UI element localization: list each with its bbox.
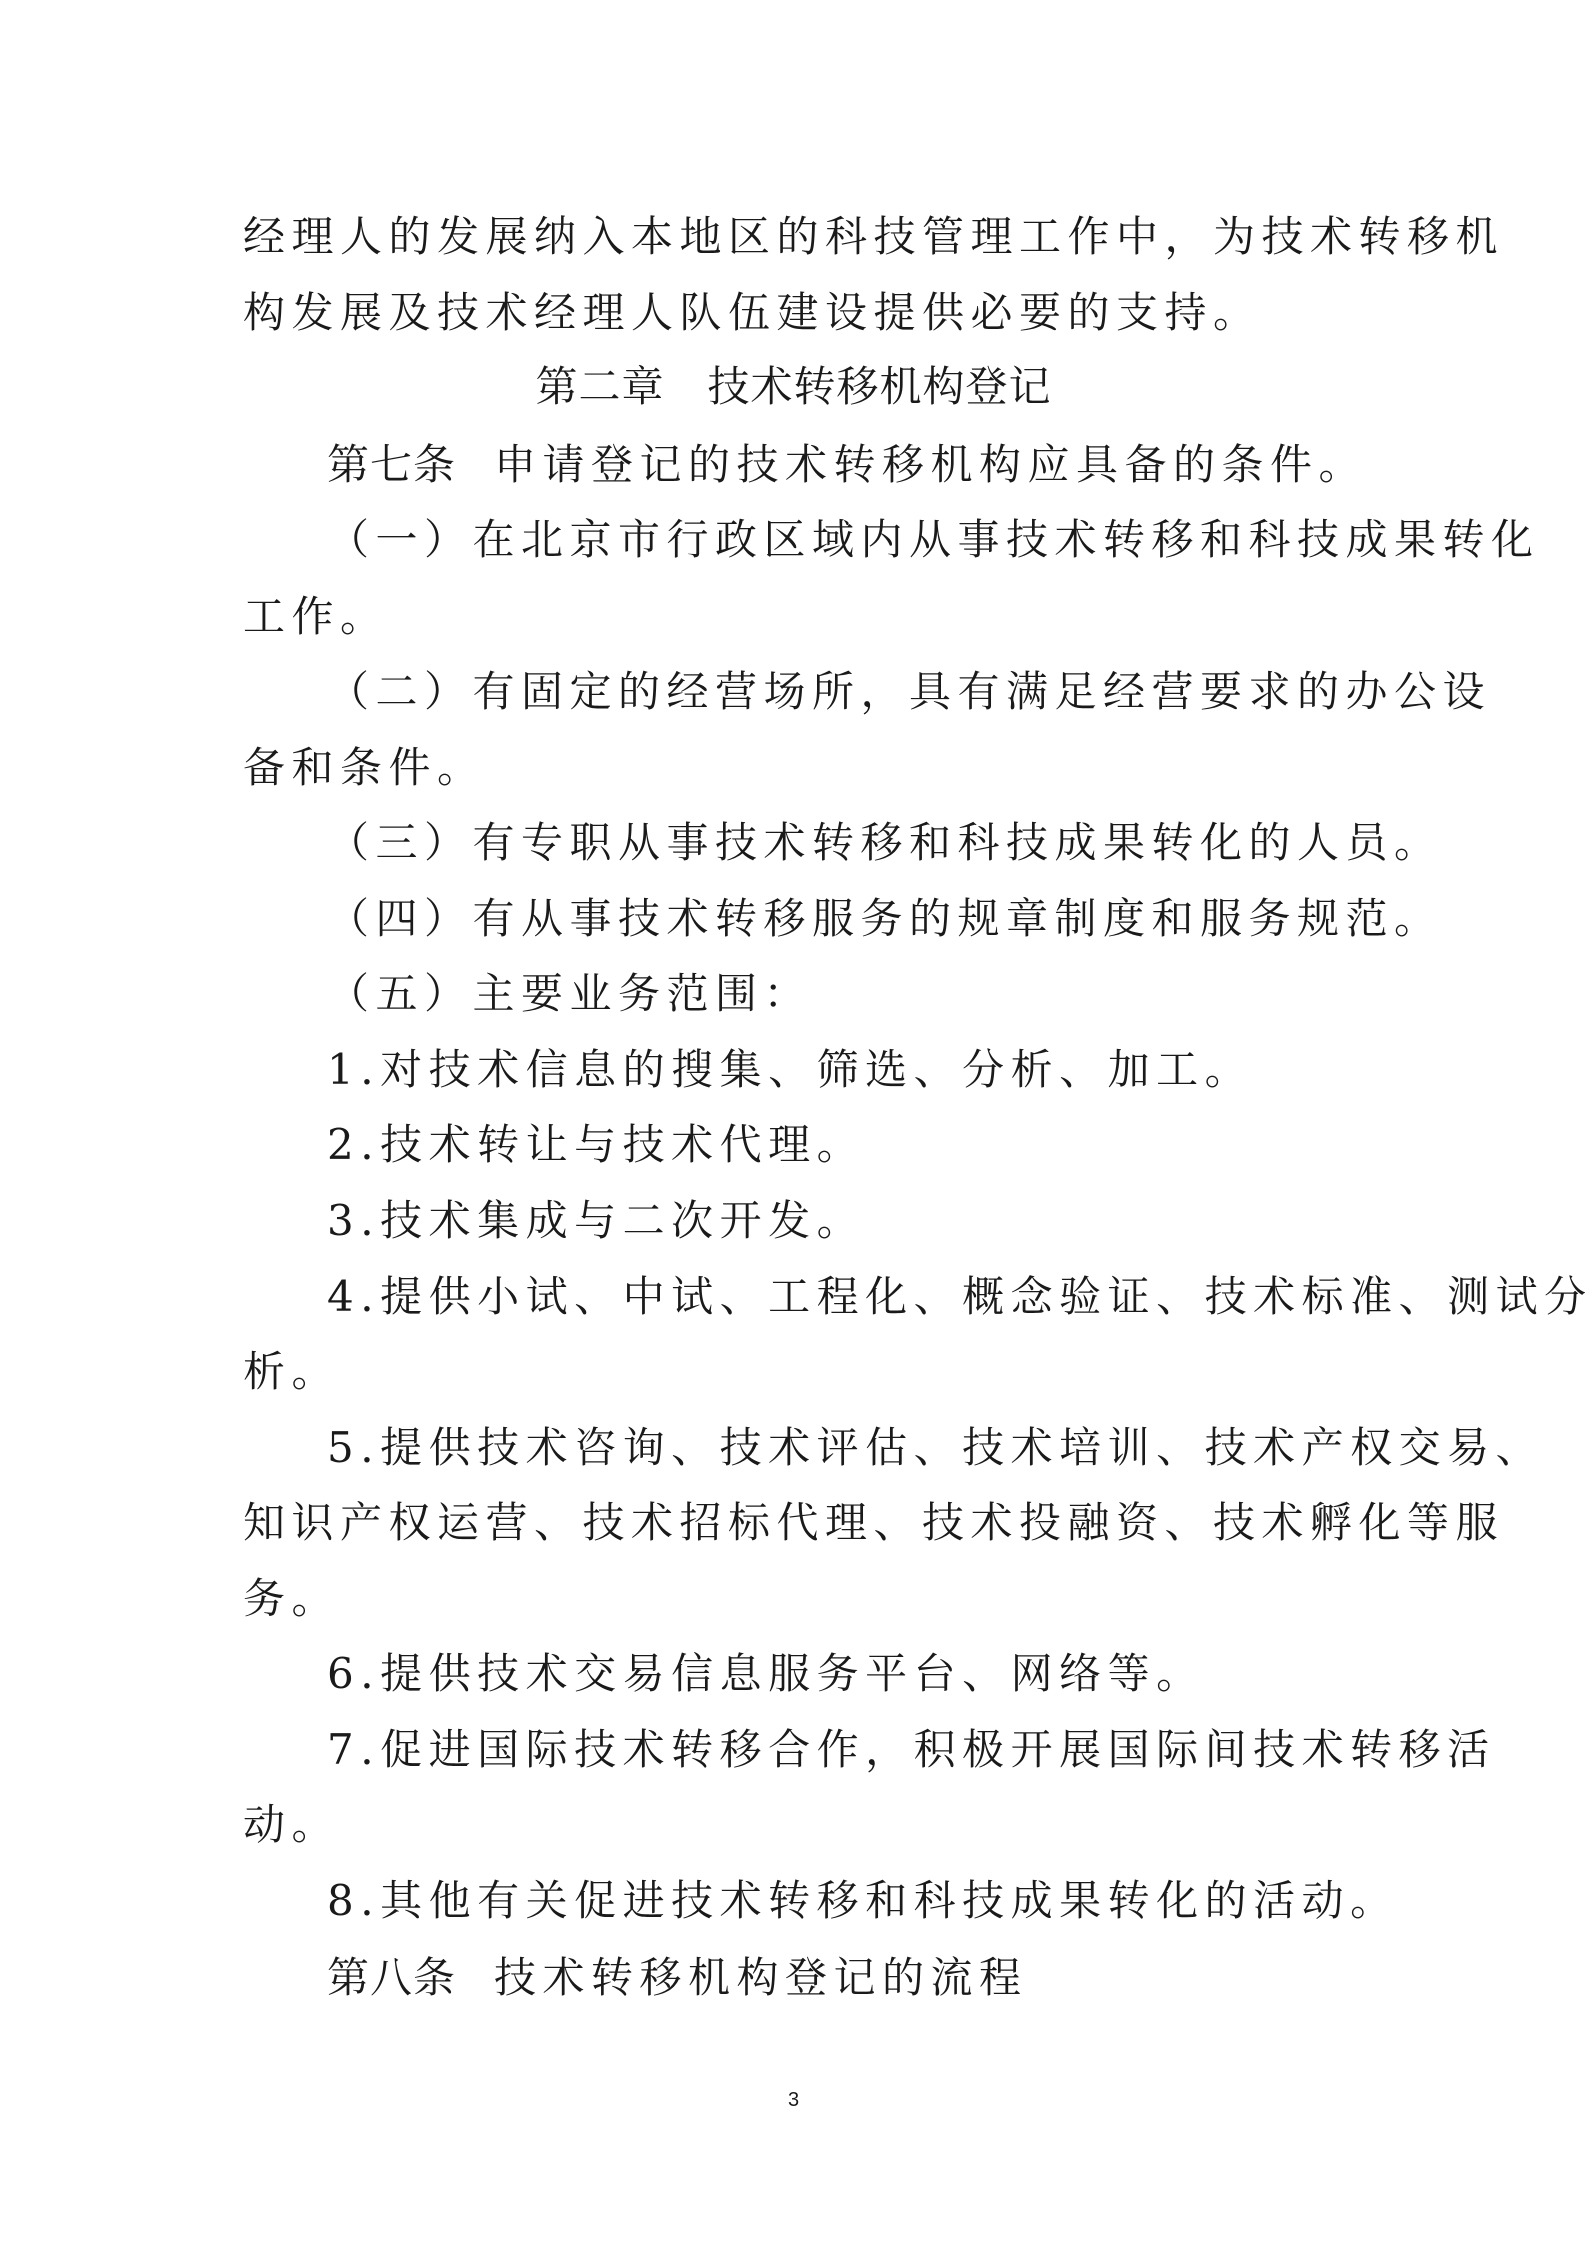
- article-8-text: 技术转移机构登记的流程: [494, 1953, 1028, 2002]
- text-line: 析。: [243, 1347, 341, 1396]
- text-line: （一）在北京市行政区域内从事技术转移和科技成果转化: [327, 515, 1540, 564]
- list-item: 1.对技术信息的搜集、筛选、分析、加工。: [327, 1045, 1254, 1094]
- list-item: 5.提供技术咨询、技术评估、技术培训、技术产权交易、: [327, 1423, 1545, 1472]
- list-item: 2.技术转让与技术代理。: [327, 1120, 866, 1169]
- article-8-line: [327, 1953, 1353, 2002]
- list-item: 8.其他有关促进技术转移和科技成果转化的活动。: [327, 1876, 1399, 1925]
- list-item: 4.提供小试、中试、工程化、概念验证、技术标准、测试分: [327, 1272, 1593, 1321]
- text-line: （五）主要业务范围：: [327, 969, 813, 1018]
- article-7-line: [327, 440, 1368, 489]
- text-line: 构发展及技术经理人队伍建设提供必要的支持。: [243, 288, 1262, 337]
- text-line: （四）有从事技术转移服务的规章制度和服务规范。: [327, 894, 1443, 943]
- text-line: 知识产权运营、技术招标代理、技术投融资、技术孵化等服: [243, 1498, 1505, 1547]
- article-8-heading: 第八条: [327, 1953, 457, 2002]
- text-line: 动。: [243, 1800, 341, 1849]
- article-7-heading: 第七条: [327, 440, 457, 489]
- page-number: 3: [787, 2089, 800, 2111]
- list-item: 6.提供技术交易信息服务平台、网络等。: [327, 1649, 1205, 1698]
- text-line: （三）有专职从事技术转移和科技成果转化的人员。: [327, 818, 1443, 867]
- text-line: 备和条件。: [243, 743, 486, 792]
- list-item: 3.技术集成与二次开发。: [327, 1196, 866, 1245]
- list-item: 7.促进国际技术转移合作，积极开展国际间技术转移活: [327, 1725, 1496, 1774]
- text-line: 工作。: [243, 592, 389, 641]
- text-line: （二）有固定的经营场所，具有满足经营要求的办公设: [327, 667, 1492, 716]
- chapter-title: 第二章 技术转移机构登记: [535, 362, 1052, 411]
- text-line: 经理人的发展纳入本地区的科技管理工作中，为技术转移机: [243, 212, 1505, 261]
- text-line: 务。: [243, 1574, 341, 1623]
- article-7-text: 申请登记的技术转移机构应具备的条件。: [494, 440, 1368, 489]
